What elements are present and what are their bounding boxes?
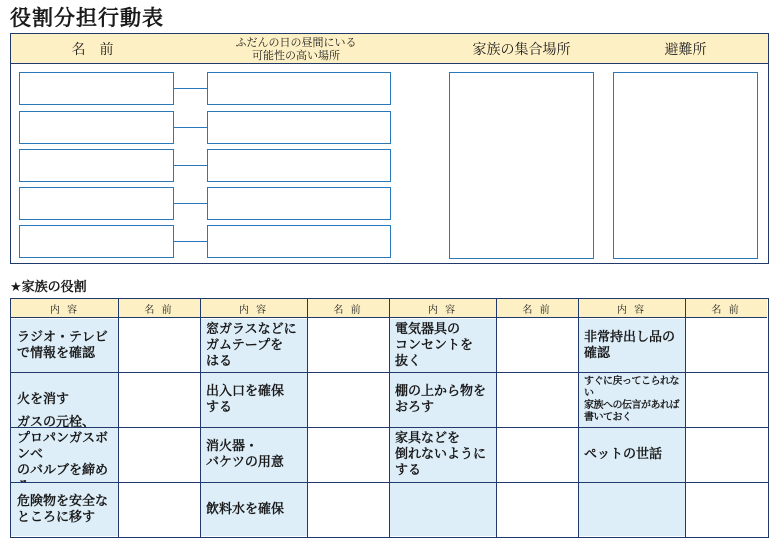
col-header-name: 名 前 [118,299,200,318]
daytime-place-box-4[interactable] [207,187,391,220]
column-divider [307,299,308,537]
header-name: 名 前 [71,42,114,58]
name-box-1[interactable] [19,72,174,105]
form-header [11,34,768,64]
role-name-cell[interactable] [497,428,577,482]
col-header-task: 内 容 [200,299,307,318]
connector-line [174,88,207,89]
daytime-place-box-2[interactable] [207,111,391,144]
role-name-cell[interactable] [686,428,766,482]
role-name-cell[interactable] [119,428,199,482]
role-name-cell[interactable] [119,373,199,427]
column-divider [118,299,119,537]
daytime-place-box-1[interactable] [207,72,391,105]
role-name-cell[interactable] [686,483,766,536]
role-task-cell: 飲料水を確保 [200,483,307,536]
name-box-3[interactable] [19,149,174,182]
role-name-cell[interactable] [686,373,766,427]
col-header-task: 内 容 [11,299,118,318]
row-divider [11,427,768,428]
evacuation-place-box[interactable] [613,72,758,259]
roles-heading: ★家族の役割 [10,280,87,295]
role-task-cell: すぐに戻ってこられない 家族への伝言があれば 書いておく [578,373,685,427]
name-box-5[interactable] [19,225,174,258]
connector-line [174,165,207,166]
column-divider [496,299,497,537]
daytime-place-box-3[interactable] [207,149,391,182]
page-title: 役割分担行動表 [10,6,164,30]
col-header-task: 内 容 [578,299,685,318]
role-task-cell [578,483,685,536]
row-divider [11,372,768,373]
role-task-cell: 窓ガラスなどに ガムテープを はる [200,319,307,372]
roles-table [10,298,769,538]
connector-line [174,127,207,128]
role-task-cell: 棚の上から物を おろす [389,373,496,427]
role-name-cell[interactable] [119,319,199,372]
group-divider [578,299,579,537]
col-header-task: 内 容 [389,299,496,318]
name-box-4[interactable] [19,187,174,220]
role-task-cell: 非常持出し品の 確認 [578,319,685,372]
role-task-cell: プロパンガスボンベ のバルブを締め [11,428,118,482]
header-meeting-place: 家族の集合場所 [472,42,571,58]
role-name-cell[interactable] [308,428,388,482]
column-divider [685,299,686,537]
family-places-form [10,33,769,264]
col-header-name: 名 前 [496,299,578,318]
connector-line [174,203,207,204]
role-task-cell [389,483,496,536]
role-task-cell: 消火器・ バケツの用意 [200,428,307,482]
role-task-cell: ペットの世話 [578,428,685,482]
header-daytime-place: ふだんの日の昼間にいる 可能性の高い場所 [235,36,357,62]
role-name-cell[interactable] [308,319,388,372]
meeting-place-box[interactable] [449,72,594,259]
role-name-cell[interactable] [497,483,577,536]
role-task-cell: 電気器具の コンセントを 抜く [389,319,496,372]
role-name-cell[interactable] [686,319,766,372]
header-evacuation-place: 避難所 [664,42,707,58]
role-name-cell[interactable] [497,319,577,372]
group-divider [200,299,201,537]
group-divider [389,299,390,537]
role-name-cell[interactable] [308,483,388,536]
daytime-place-box-5[interactable] [207,225,391,258]
name-box-2[interactable] [19,111,174,144]
row-divider [11,482,768,483]
role-task-cell: ラジオ・テレビ で情報を確認 [11,319,118,372]
col-header-name: 名 前 [685,299,767,318]
role-task-cell: 家具などを 倒れないように する [389,428,496,482]
role-task-cell: 危険物を安全な ところに移す [11,483,118,536]
role-name-cell[interactable] [308,373,388,427]
col-header-name: 名 前 [307,299,389,318]
role-task-cell: 火を消す [11,373,118,427]
role-name-cell[interactable] [497,373,577,427]
role-task-cell: 出入口を確保 する [200,373,307,427]
role-name-cell[interactable] [119,483,199,536]
connector-line [174,241,207,242]
